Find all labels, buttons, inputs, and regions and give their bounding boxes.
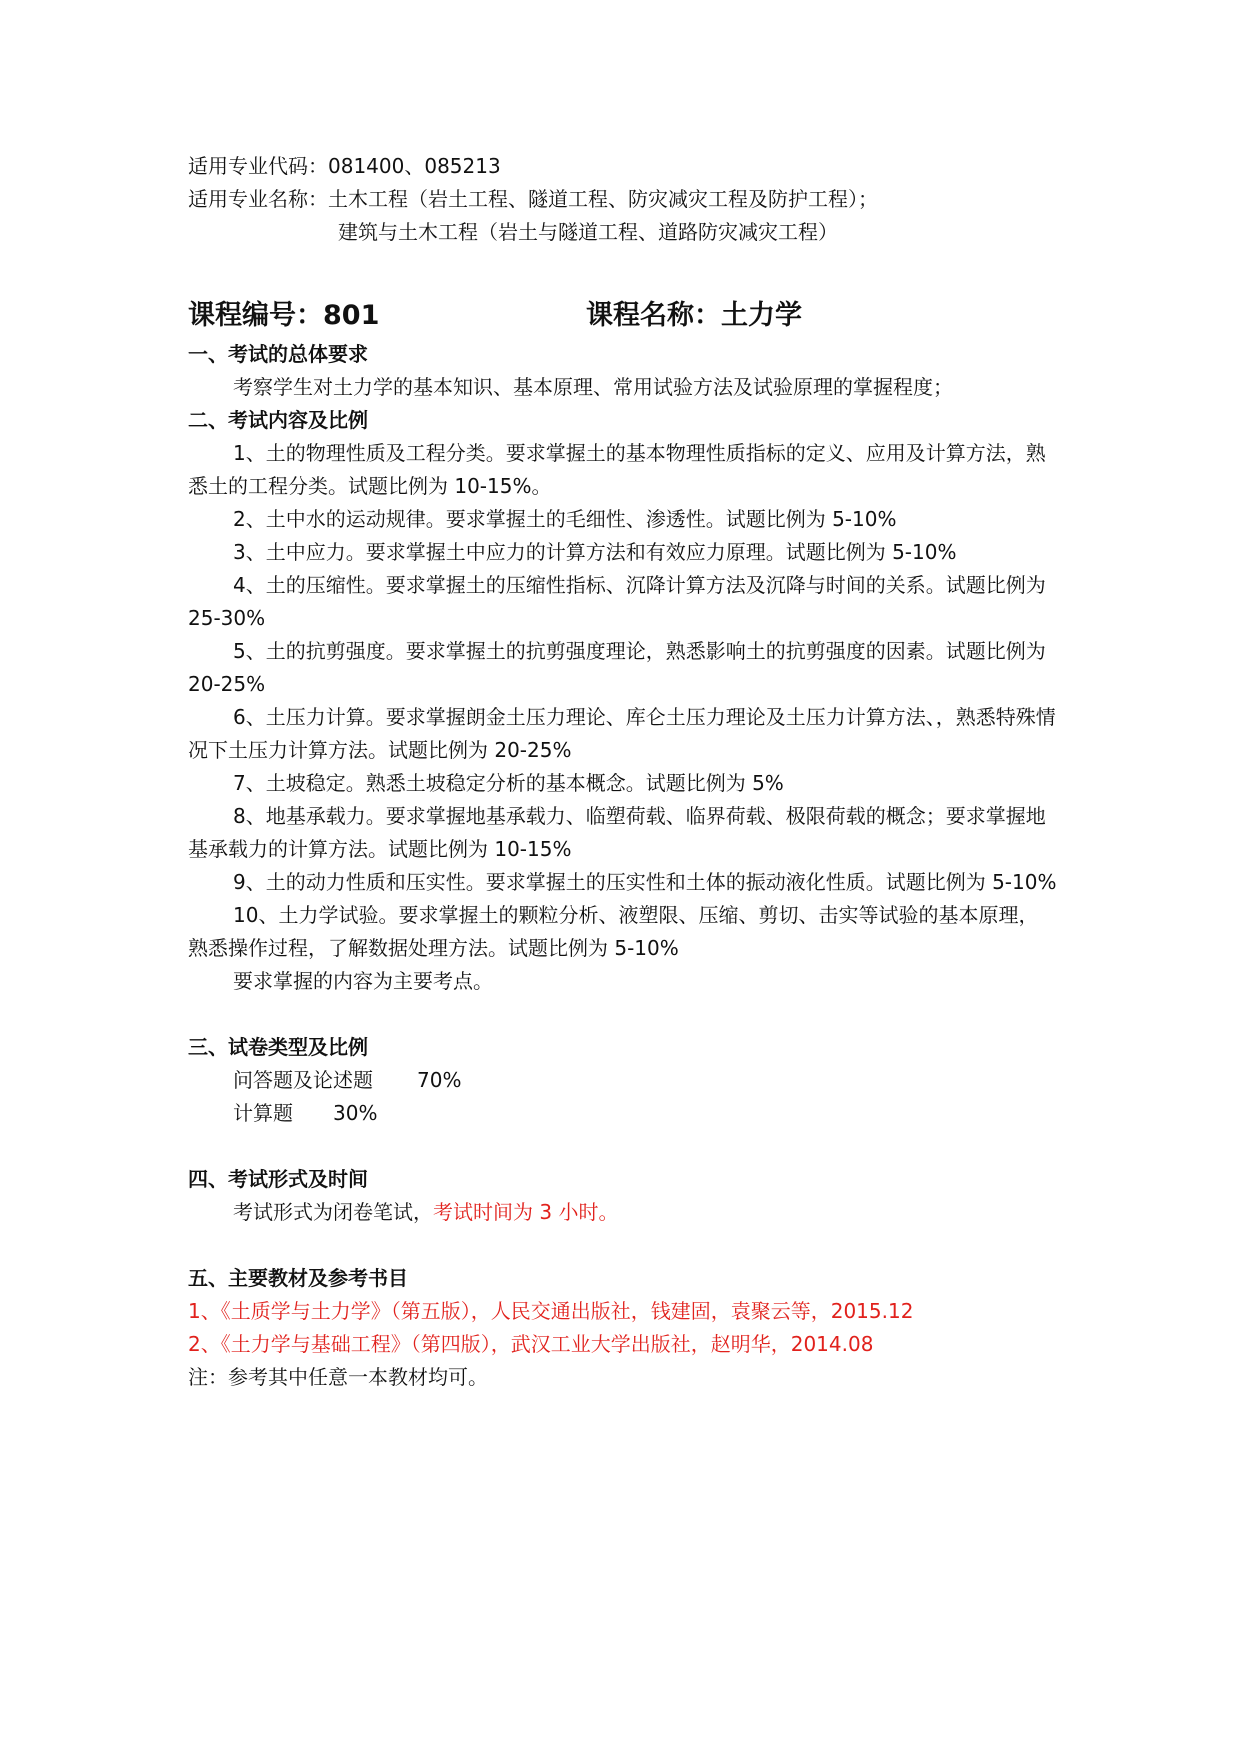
- list-item: 8、地基承载力。要求掌握地基承载力、临塑荷载、临界荷载、极限荷载的概念；要求掌握地基承载力的计算方法。试题比例为 10-15%: [188, 804, 1046, 861]
- paper-type-row: [188, 1064, 1058, 1097]
- paper-type-value: 70%: [417, 1068, 462, 1092]
- list-item: 3、土中应力。要求掌握土中应力的计算方法和有效应力原理。试题比例为 5-10%: [233, 540, 957, 564]
- paper-type-row: [188, 1097, 1058, 1130]
- section-1-title: 一、考试的总体要求: [188, 342, 368, 366]
- spacer: [188, 998, 1058, 1031]
- major-code-line: [188, 150, 1058, 183]
- list-item: 5、土的抗剪强度。要求掌握土的抗剪强度理论，熟悉影响土的抗剪强度的因素。试题比例为 20-25%: [188, 639, 1046, 696]
- major-code-value: 081400、085213: [328, 154, 501, 178]
- major-name-value-1: 土木工程（岩土工程、隧道工程、防灾减灾工程及防护工程）；: [328, 187, 878, 211]
- spacer: [188, 1229, 1058, 1262]
- exam-form-text: 考试形式为闭卷笔试，: [233, 1200, 433, 1224]
- section-4-title: 四、考试形式及时间: [188, 1167, 368, 1191]
- section-5-title: 五、主要教材及参考书目: [188, 1266, 408, 1290]
- section-2-note: 要求掌握的内容为主要考点。: [233, 969, 493, 993]
- list-item: 6、土压力计算。要求掌握朗金土压力理论、库仑土压力理论及土压力计算方法、，熟悉特殊情况下土压力计算方法。试题比例为 20-25%: [188, 705, 1056, 762]
- list-item: 2、土中水的运动规律。要求掌握土的毛细性、渗透性。试题比例为 5-10%: [233, 507, 897, 531]
- document-body: [188, 150, 1058, 249]
- course-number: 课程编号：801: [188, 300, 380, 331]
- major-name-line: [188, 183, 1058, 216]
- book-item: 1、《土质学与土力学》（第五版），人民交通出版社，钱建固，袁聚云等，2015.12: [188, 1299, 914, 1323]
- paper-type-label: 计算题: [233, 1101, 293, 1125]
- major-name-label: 适用专业名称：: [188, 187, 328, 211]
- list-item: 1、土的物理性质及工程分类。要求掌握土的基本物理性质指标的定义、应用及计算方法，熟悉土的工程分类。试题比例为 10-15%。: [188, 441, 1046, 498]
- list-item: 7、土坡稳定。熟悉土坡稳定分析的基本概念。试题比例为 5%: [233, 771, 784, 795]
- section-3-title: 三、试卷类型及比例: [188, 1035, 368, 1059]
- list-item: 9、土的动力性质和压实性。要求掌握土的压实性和土体的振动液化性质。试题比例为 5-10%: [233, 870, 1057, 894]
- major-code-label: 适用专业代码：: [188, 154, 328, 178]
- section-2-title: 二、考试内容及比例: [188, 408, 368, 432]
- paper-type-value: 30%: [333, 1101, 378, 1125]
- exam-time-text: 考试时间为 3 小时。: [433, 1200, 619, 1224]
- section-1-text: 考察学生对土力学的基本知识、基本原理、常用试验方法及试验原理的掌握程度；: [233, 375, 953, 399]
- exam-content: [188, 338, 1058, 1394]
- list-item: 10、土力学试验。要求掌握土的颗粒分析、液塑限、压缩、剪切、击实等试验的基本原理，熟悉操作过程，了解数据处理方法。试题比例为 5-10%: [188, 903, 1039, 960]
- book-item: 2、《土力学与基础工程》（第四版），武汉工业大学出版社，赵明华，2014.08: [188, 1332, 874, 1356]
- course-header: [188, 296, 1058, 336]
- major-name-value-2: 建筑与土木工程（岩土与隧道工程、道路防灾减灾工程）: [338, 220, 838, 244]
- paper-type-label: 问答题及论述题: [233, 1068, 373, 1092]
- exam-form-line: [188, 1196, 1058, 1229]
- spacer: [188, 1130, 1058, 1163]
- course-name: 课程名称：土力学: [586, 300, 802, 331]
- list-item: 4、土的压缩性。要求掌握土的压缩性指标、沉降计算方法及沉降与时间的关系。试题比例为 25-30%: [188, 573, 1046, 630]
- section-5-note: 注：参考其中任意一本教材均可。: [188, 1365, 488, 1389]
